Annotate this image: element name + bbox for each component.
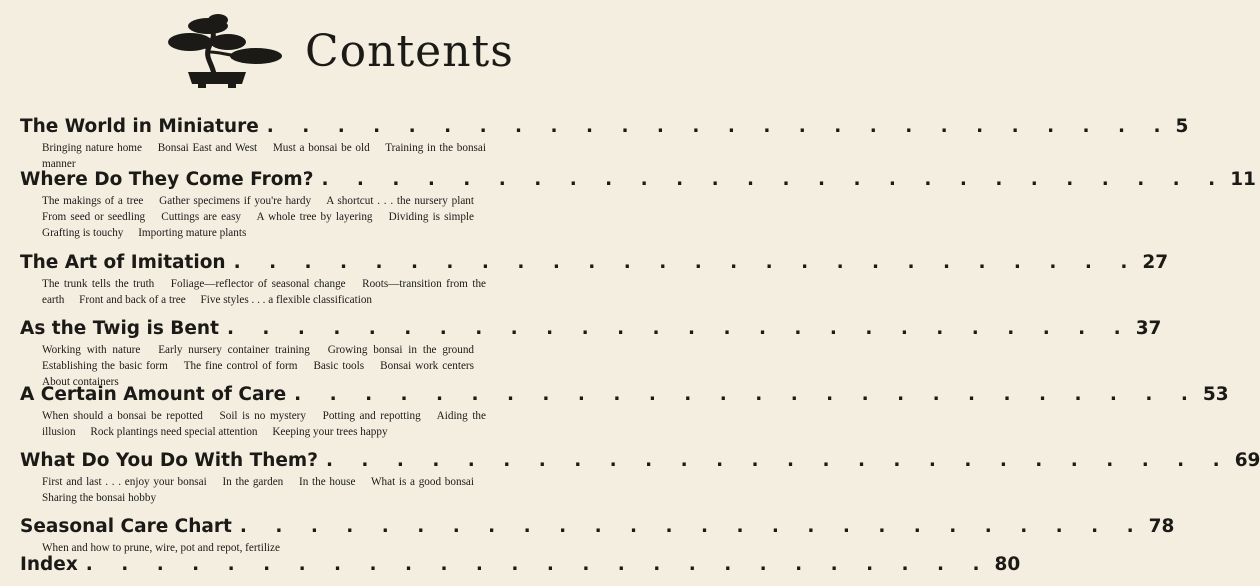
topic-item: When and how to prune, wire, pot and repot, fertilize — [42, 542, 280, 554]
page-title: Contents — [305, 26, 514, 77]
dot-leader: . . . . . . . . . . . . . . . . . . . . . . . . . . — [294, 384, 1199, 405]
topic-item: Dividing is simple — [388, 210, 475, 223]
chapter-page-number: 69 — [1234, 450, 1260, 471]
topic-item: Must a bonsai be old — [272, 142, 370, 154]
chapter-title: A Certain Amount of Care — [20, 384, 287, 405]
chapter-heading — [20, 116, 1189, 138]
chapter-topics — [42, 475, 486, 507]
topic-item: Potting and repotting — [322, 410, 421, 422]
chapter-topics — [42, 409, 486, 441]
chapter-entry — [20, 318, 1162, 390]
chapter-heading — [20, 516, 1175, 538]
header — [0, 0, 514, 118]
topic-item: In the house — [298, 476, 356, 488]
topic-item: When should a bonsai be repotted — [42, 410, 203, 422]
dot-leader: . . . . . . . . . . . . . . . . . . . . . . . . . . — [325, 450, 1231, 471]
topic-item: Roots—transition from the earth — [42, 278, 487, 306]
topic-item: Importing mature plants — [138, 226, 247, 239]
chapter-title: Where Do They Come From? — [20, 169, 314, 190]
topic-item: Training in the bonsai manner — [42, 142, 486, 170]
topic-item: First and last . . . enjoy your bonsai — [42, 476, 207, 488]
chapter-title: The Art of Imitation — [20, 252, 226, 273]
topic-item: Establishing the basic form — [42, 359, 168, 372]
chapter-entry — [20, 384, 1229, 441]
chapter-heading — [20, 450, 1260, 472]
topic-item: The fine control of form — [183, 359, 298, 372]
chapter-title: As the Twig is Bent — [20, 318, 219, 339]
topic-item: In the garden — [222, 476, 284, 488]
chapter-entry — [20, 169, 1256, 241]
chapter-title: Index — [20, 554, 78, 575]
chapter-title: What Do You Do With Them? — [20, 450, 318, 471]
chapter-entry — [20, 450, 1260, 507]
chapter-heading — [20, 384, 1229, 406]
chapter-heading — [20, 169, 1256, 191]
chapter-page-number: 11 — [1230, 169, 1256, 190]
chapter-heading — [20, 318, 1162, 340]
topic-item: Cuttings are easy — [161, 210, 242, 223]
topic-item: Basic tools — [313, 359, 365, 372]
topic-item: Keeping your trees happy — [272, 425, 388, 438]
bonsai-tree-icon — [168, 12, 286, 92]
chapter-page-number: 80 — [994, 554, 1021, 575]
topic-item: Front and back of a tree — [79, 293, 186, 306]
chapter-heading — [20, 252, 1169, 274]
topic-item: From seed or seedling — [42, 210, 146, 223]
topic-item: The trunk tells the truth — [42, 278, 155, 290]
topic-item: A whole tree by layering — [256, 210, 373, 223]
topic-item: Gather specimens if you're hardy — [159, 195, 312, 207]
chapter-page-number: 5 — [1175, 116, 1189, 137]
topic-item: Growing bonsai in the ground — [327, 344, 475, 356]
topic-item: Soil is no mystery — [219, 410, 307, 422]
chapter-topics — [42, 141, 486, 173]
chapter-entry — [20, 516, 1175, 557]
chapter-title: The World in Miniature — [20, 116, 259, 137]
topic-item: The makings of a tree — [42, 195, 144, 207]
topic-item: Bringing nature home — [42, 142, 142, 154]
chapter-topics — [42, 277, 486, 309]
topic-item: Working with nature — [42, 344, 141, 356]
topic-item: Bonsai work centers — [380, 359, 474, 372]
chapter-topics — [42, 194, 486, 241]
chapter-page-number: 78 — [1148, 516, 1175, 537]
chapter-entry — [20, 554, 1021, 576]
topic-item: About containers — [42, 375, 119, 388]
chapter-entry — [20, 252, 1169, 309]
chapter-heading — [20, 554, 1021, 576]
chapter-page-number: 53 — [1202, 384, 1229, 405]
dot-leader: . . . . . . . . . . . . . . . . . . . . . . . . . . — [266, 116, 1172, 137]
dot-leader: . . . . . . . . . . . . . . . . . . . . . . . . . . — [239, 516, 1145, 537]
chapter-page-number: 37 — [1135, 318, 1162, 339]
topic-item: Early nursery container training — [158, 344, 310, 356]
topic-item: Sharing the bonsai hobby — [42, 491, 157, 504]
topic-item: Rock plantings need special attention — [90, 425, 258, 438]
topic-item: Foliage—reflector of seasonal change — [170, 278, 346, 290]
dot-leader: . . . . . . . . . . . . . . . . . . . . . . . . . . — [233, 252, 1139, 273]
topic-item: A shortcut . . . the nursery plant — [326, 195, 475, 207]
topic-item: What is a good bonsai — [370, 476, 474, 488]
chapter-page-number: 27 — [1142, 252, 1169, 273]
topic-item: Grafting is touchy — [42, 226, 124, 239]
chapter-entry — [20, 116, 1189, 173]
dot-leader: . . . . . . . . . . . . . . . . . . . . . . . . . . — [226, 318, 1132, 339]
chapter-title: Seasonal Care Chart — [20, 516, 232, 537]
topic-item: Aiding the illusion — [42, 410, 486, 438]
topic-item: Five styles . . . a flexible classification — [200, 293, 373, 306]
dot-leader: . . . . . . . . . . . . . . . . . . . . . . . . . . — [85, 554, 991, 575]
topic-item: Bonsai East and West — [157, 142, 258, 154]
dot-leader: . . . . . . . . . . . . . . . . . . . . . . . . . . — [321, 169, 1227, 190]
